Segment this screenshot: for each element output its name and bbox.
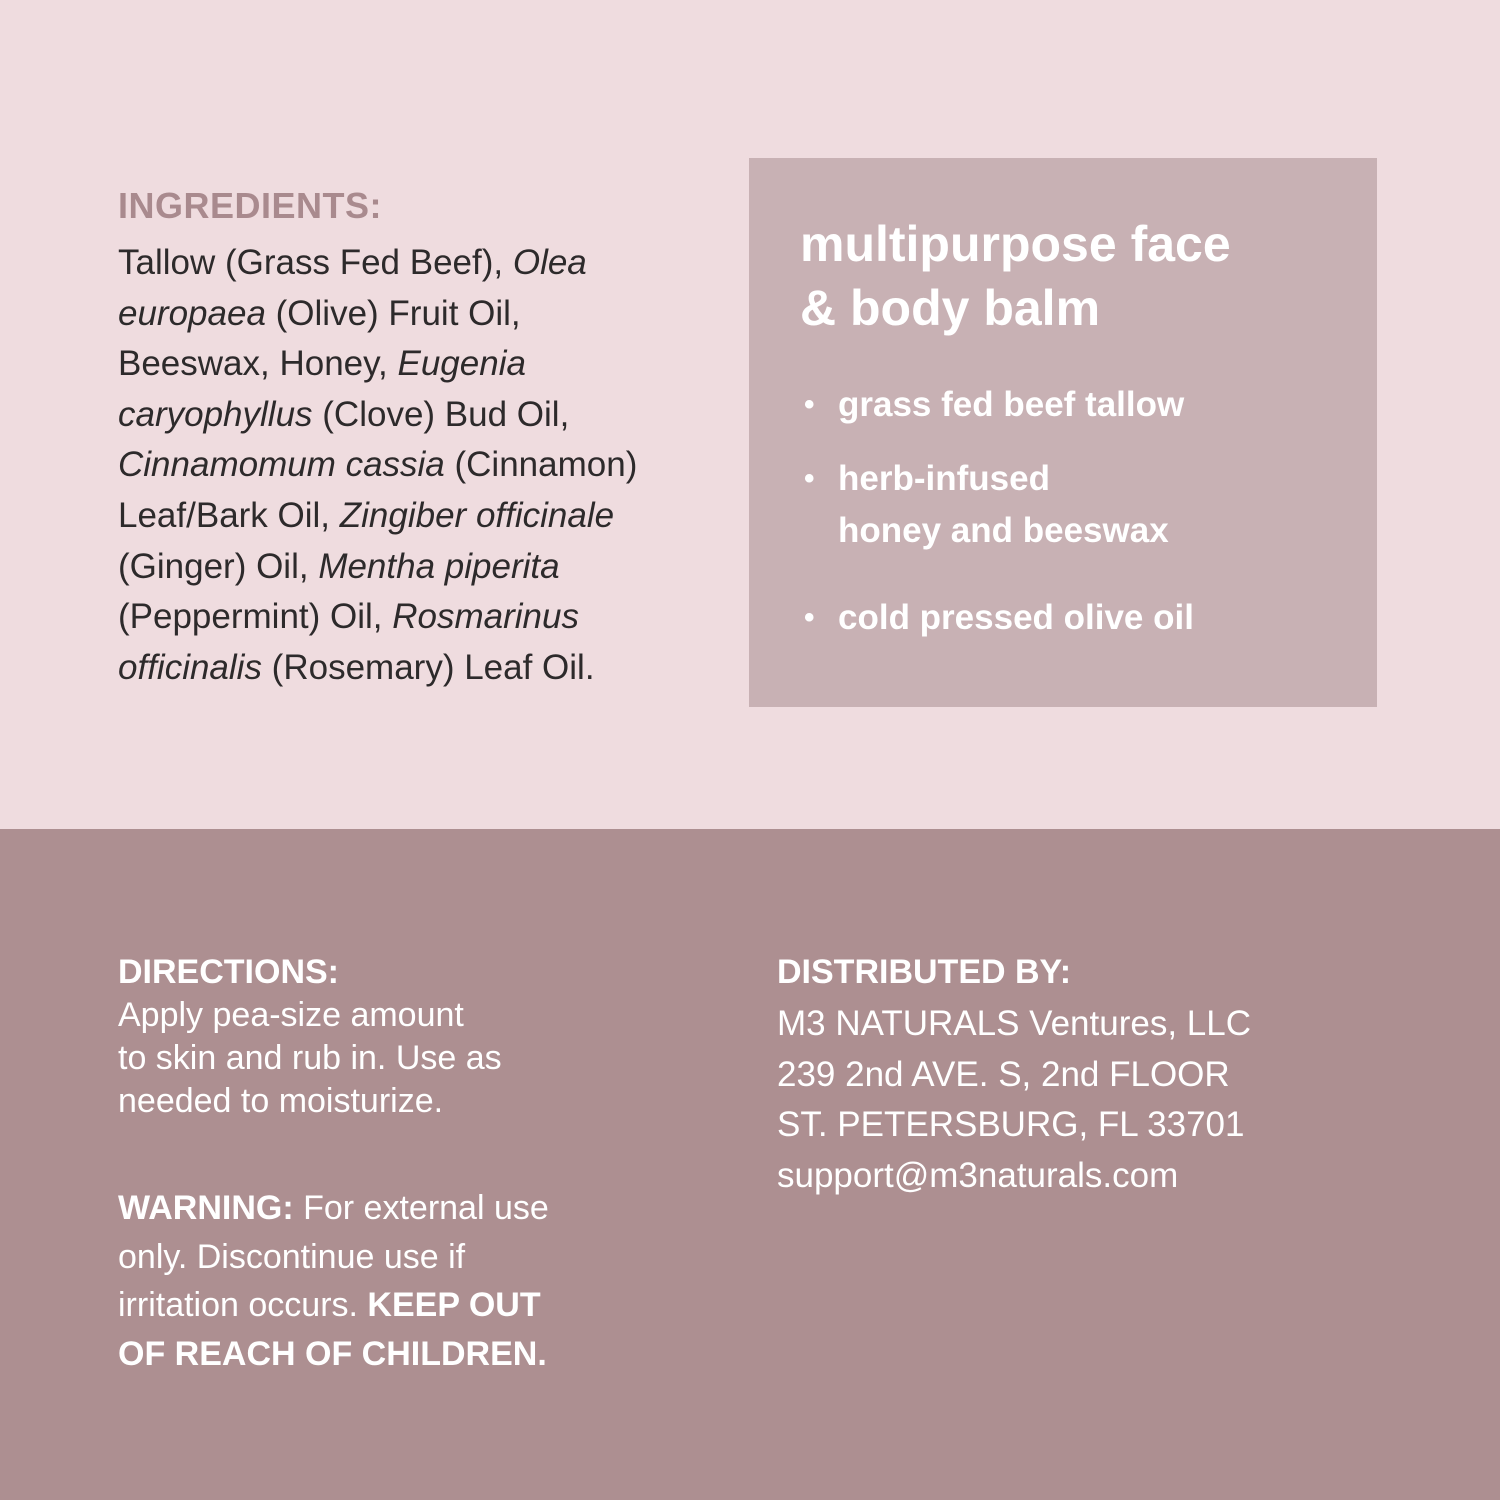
warning-text-line2: only. Discontinue use if [118, 1237, 466, 1276]
benefit-text: cold pressed olive oil [838, 598, 1194, 637]
ingredients-list [118, 238, 708, 693]
benefit-text [838, 453, 1169, 557]
company-name: M3 NATURALS Ventures, LLC [777, 1004, 1251, 1043]
ingredient-text: (Olive) Fruit Oil, [265, 293, 521, 333]
benefit-text-line2: honey and beeswax [838, 511, 1169, 550]
distributor-heading: DISTRIBUTED BY: [777, 953, 1072, 991]
warning-section [118, 1184, 678, 1378]
warning-keep-out: KEEP OUT [367, 1286, 541, 1324]
product-title-line1: multipurpose face [800, 216, 1231, 272]
address-line1: 239 2nd AVE. S, 2nd FLOOR [777, 1054, 1230, 1094]
botanical-name: Cinnamomum cassia [118, 445, 445, 485]
ingredient-text: (Clove) Bud Oil, [312, 394, 570, 434]
product-benefits-card [749, 158, 1377, 707]
ingredient-text: (Ginger) Oil, [118, 546, 319, 586]
ingredient-text: Tallow (Grass Fed Beef), [118, 243, 513, 282]
warning-text-line1: For external use [293, 1189, 549, 1227]
warning-text-line3: irritation occurs. [118, 1286, 368, 1324]
bullet-icon: • [804, 388, 815, 421]
product-title-line2: & body balm [800, 280, 1101, 336]
botanical-name: Mentha piperita [318, 546, 560, 586]
directions-section [118, 950, 678, 1123]
ingredient-text: (Cinnamon) [444, 445, 638, 485]
bullet-icon: • [804, 601, 815, 634]
benefit-text: grass fed beef tallow [838, 385, 1185, 424]
bullet-icon: • [804, 462, 815, 495]
botanical-name: Zingiber officinale [339, 495, 615, 535]
distributor-section [777, 950, 1417, 1201]
directions-line: to skin and rub in. Use as [118, 1039, 502, 1077]
ingredients-heading: INGREDIENTS: [118, 185, 383, 226]
benefit-text-line1: herb-infused [838, 459, 1050, 498]
warning-label: WARNING: [118, 1189, 294, 1227]
botanical-name: Rosmarinus [392, 597, 579, 637]
support-email[interactable]: support@m3naturals.com [777, 1155, 1179, 1195]
ingredient-text: (Rosemary) Leaf Oil. [261, 647, 595, 687]
botanical-name: caryophyllus [118, 394, 313, 434]
directions-heading: DIRECTIONS: [118, 953, 339, 991]
ingredients-section [118, 184, 708, 693]
product-title [800, 212, 1360, 340]
ingredient-text: (Peppermint) Oil, [118, 597, 393, 637]
address-line2: ST. PETERSBURG, FL 33701 [777, 1105, 1245, 1144]
botanical-name: Olea [512, 243, 587, 282]
directions-text [118, 994, 678, 1123]
directions-line: needed to moisturize. [118, 1082, 444, 1120]
botanical-name: europaea [118, 293, 266, 333]
botanical-name: Eugenia [397, 344, 526, 384]
ingredient-text: Leaf/Bark Oil, [118, 495, 340, 535]
botanical-name: officinalis [118, 647, 262, 687]
warning-reach-of-children: OF REACH OF CHILDREN. [118, 1334, 547, 1373]
directions-line: Apply pea-size amount [118, 996, 464, 1034]
ingredient-text: Beeswax, Honey, [118, 344, 398, 384]
